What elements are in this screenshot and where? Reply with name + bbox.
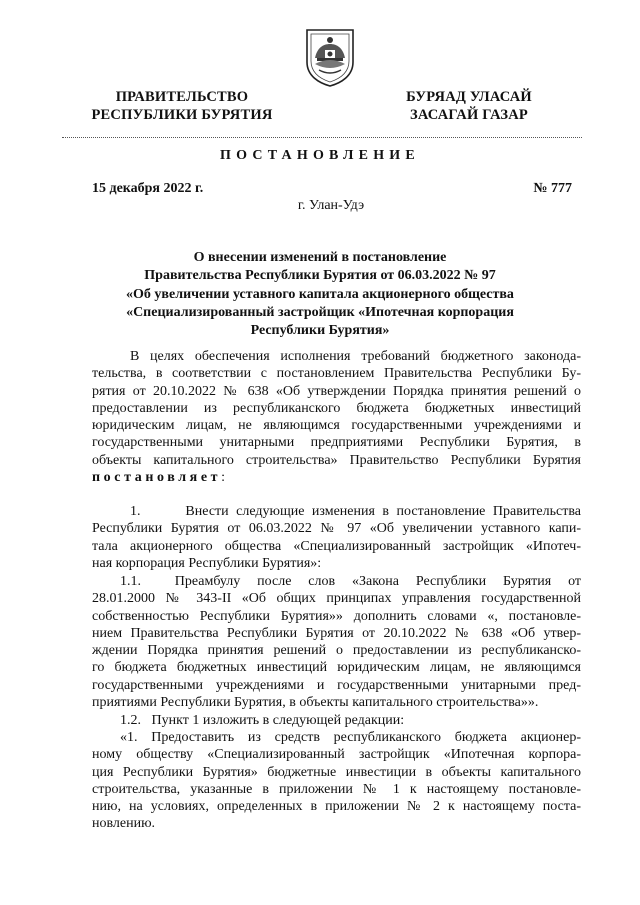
text-line: 1.2. Пункт 1 изложить в следующей редакции: [120, 713, 405, 728]
decree-word: постановляет [92, 470, 222, 486]
text-line: тельства, в соответствии с постановлением Правительства Республики Бу- [92, 366, 581, 382]
document-title [90, 249, 550, 340]
decree-line [92, 469, 581, 486]
text-line: Республики Бурятия от 06.03.2022 № 97 «Об увеличении уставного капи- [92, 521, 581, 537]
text-line: новлению. [92, 816, 156, 832]
document-date: 15 декабря 2022 г. [92, 181, 204, 196]
header-right-line-1: БУРЯАД УЛАСАЙ [406, 89, 532, 105]
document-type: ПОСТАНОВЛЕНИЕ [220, 148, 420, 163]
government-name-bur [374, 88, 564, 124]
title-line: О внесении изменений в постановление [193, 250, 447, 265]
item-1-1-paragraph [92, 573, 581, 711]
text-line: нию, на условиях, определенных в приложении № 2 к настоящему поста- [92, 799, 581, 815]
item-1-paragraph [92, 503, 581, 572]
title-line: «Специализированный застройщик «Ипотечная корпорация [126, 304, 514, 320]
quoted-item-paragraph [92, 729, 581, 833]
text-line: тала акционерного общества «Специализированный застройщик «Ипотеч- [92, 538, 581, 554]
text-line: ждении Порядка принятия решений о предоставлении из республиканско- [92, 643, 581, 659]
header-left-line-1: ПРАВИТЕЛЬСТВО [115, 89, 249, 105]
text-line: предоставлении из республиканского бюджета бюджетных инвестиций [92, 400, 581, 416]
coat-of-arms-emblem [303, 26, 357, 88]
document-city: г. Улан-Удэ [297, 198, 365, 213]
title-line: Правительства Республики Бурятия от 06.03.2022 № 97 [144, 268, 496, 284]
text-line: ному обществу «Специализированный застройщик «Ипотечная корпора- [92, 747, 581, 763]
title-line: Республики Бурятия» [250, 323, 390, 339]
text-line: рятия от 20.10.2022 № 638 «Об утверждении Порядка принятия решений о [92, 383, 581, 399]
text-line: 1. Внести следующие изменения в постановление Правительства [130, 504, 581, 519]
header-left-line-2: РЕСПУБЛИКИ БУРЯТИЯ [91, 107, 273, 123]
government-name-ru [82, 88, 282, 124]
decree-colon: : [221, 470, 226, 486]
text-line: строительства, указанные в приложении № 1 к настоящему постановле- [92, 781, 581, 797]
document-number: № 777 [533, 181, 572, 196]
text-line: 28.01.2000 № 343-II «Об общих принципах управления государственной [92, 591, 581, 607]
preamble-paragraph [92, 348, 581, 486]
header-right-line-2: ЗАСАГАЙ ГАЗАР [410, 107, 528, 123]
text-line: ная корпорация Республики Бурятия»: [92, 555, 322, 571]
text-line: ция Республики Бурятия» бюджетные инвестиции в объекты капитального [92, 764, 581, 780]
text-line: государственными унитарными предприятиями Республики Бурятия, в [92, 435, 581, 451]
item-1-2-paragraph [92, 712, 581, 729]
text-line: собственностью Республики Бурятия»» дополнить словами «, постановле- [92, 608, 581, 624]
title-line: «Об увеличении уставного капитала акционерного общества [126, 286, 514, 302]
text-line: юридическим лицам, не являющимся государственными учреждениями и [92, 418, 581, 434]
text-line: го бюджета бюджетных инвестиций юридическим лицам, не являющимся [92, 660, 581, 676]
text-line: приятиями Республики Бурятия, в объекты капитального строительства»». [92, 695, 539, 711]
text-line: нием Правительства Республики Бурятия от 20.10.2022 № 638 «Об утвер- [92, 625, 581, 641]
text-line: «1. Предоставить из средств республиканского бюджета акционер- [120, 730, 581, 745]
text-line: объекты капитального строительства» Правительство Республики Бурятия [92, 452, 581, 468]
text-line: В целях обеспечения исполнения требований бюджетного законода- [130, 349, 581, 364]
text-line: государственными учреждениями и государственными унитарными пред- [92, 677, 581, 693]
text-line: 1.1. Преамбулу после слов «Закона Республики Бурятия от [120, 574, 581, 589]
header-divider [62, 137, 582, 138]
